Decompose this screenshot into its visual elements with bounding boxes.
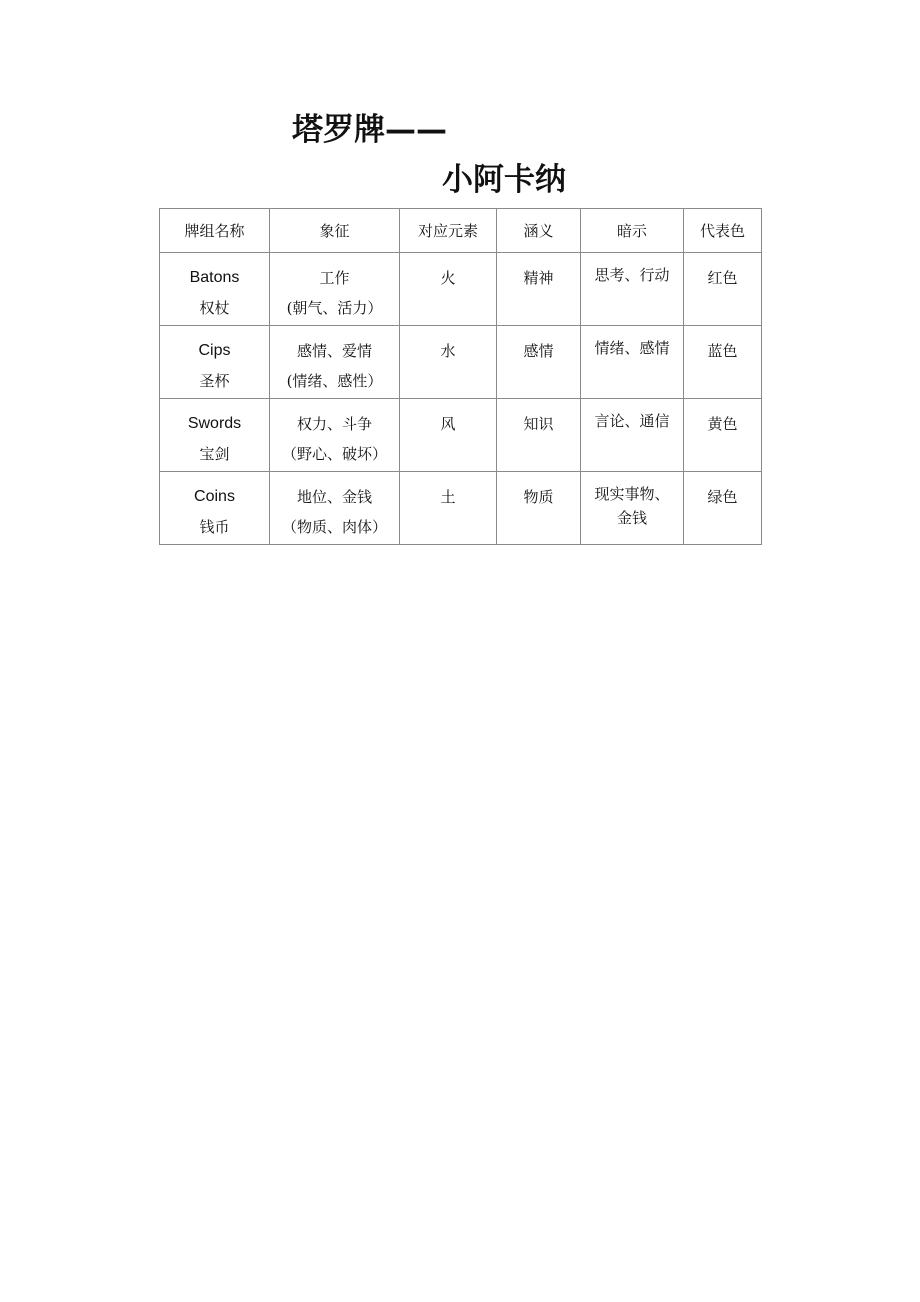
header-suit-name: 牌组名称 bbox=[160, 209, 270, 253]
header-element: 对应元素 bbox=[400, 209, 497, 253]
header-hint: 暗示 bbox=[581, 209, 684, 253]
hint-line-2: 金钱 bbox=[616, 509, 647, 527]
suit-name-en: Swords bbox=[187, 415, 242, 432]
suit-name-en: Coins bbox=[194, 488, 235, 505]
meaning-text: 物质 bbox=[523, 488, 554, 506]
cell-suit-name bbox=[160, 253, 270, 326]
hint-line-1: 情绪、感情 bbox=[594, 339, 670, 357]
suit-name-cn: 权杖 bbox=[199, 299, 230, 317]
cell-color bbox=[684, 399, 762, 472]
symbol-secondary: （物质、肉体） bbox=[281, 518, 387, 536]
cell-hint bbox=[581, 253, 684, 326]
suit-name-cn: 钱币 bbox=[199, 518, 230, 536]
color-text: 绿色 bbox=[707, 488, 738, 506]
cell-element bbox=[400, 472, 497, 545]
cell-hint bbox=[581, 399, 684, 472]
cell-symbol bbox=[270, 253, 400, 326]
table-row bbox=[160, 253, 762, 326]
cell-element bbox=[400, 326, 497, 399]
cell-symbol bbox=[270, 399, 400, 472]
suit-name-en: Batons bbox=[189, 269, 240, 286]
cell-color bbox=[684, 472, 762, 545]
cell-element bbox=[400, 253, 497, 326]
document-title: 塔罗牌—— bbox=[292, 112, 447, 148]
color-text: 蓝色 bbox=[707, 342, 738, 360]
table-header-row bbox=[160, 209, 762, 253]
cell-suit-name bbox=[160, 399, 270, 472]
meaning-text: 感情 bbox=[523, 342, 554, 360]
meaning-text: 知识 bbox=[523, 415, 554, 433]
document-subtitle: 小阿卡纳 bbox=[442, 162, 566, 198]
meaning-text: 精神 bbox=[523, 269, 554, 287]
symbol-primary: 权力、斗争 bbox=[296, 415, 372, 433]
hint-line-1: 现实事物、 bbox=[594, 485, 670, 503]
table-row bbox=[160, 326, 762, 399]
cell-meaning bbox=[497, 326, 581, 399]
cell-meaning bbox=[497, 472, 581, 545]
cell-meaning bbox=[497, 399, 581, 472]
minor-arcana-table bbox=[159, 208, 762, 545]
symbol-secondary: (情绪、感性） bbox=[286, 372, 383, 390]
symbol-primary: 感情、爱情 bbox=[296, 342, 372, 360]
cell-meaning bbox=[497, 253, 581, 326]
table-row bbox=[160, 399, 762, 472]
cell-element bbox=[400, 399, 497, 472]
cell-symbol bbox=[270, 472, 400, 545]
suit-name-cn: 宝剑 bbox=[199, 445, 230, 463]
cell-color bbox=[684, 253, 762, 326]
cell-symbol bbox=[270, 326, 400, 399]
table-row bbox=[160, 472, 762, 545]
hint-line-1: 思考、行动 bbox=[594, 266, 670, 284]
element-text: 火 bbox=[440, 269, 456, 287]
cell-hint bbox=[581, 472, 684, 545]
symbol-primary: 地位、金钱 bbox=[296, 488, 372, 506]
header-meaning: 涵义 bbox=[497, 209, 581, 253]
cell-suit-name bbox=[160, 472, 270, 545]
element-text: 土 bbox=[440, 488, 456, 506]
symbol-secondary: (朝气、活力） bbox=[286, 299, 383, 317]
header-symbol: 象征 bbox=[270, 209, 400, 253]
cell-color bbox=[684, 326, 762, 399]
cell-hint bbox=[581, 326, 684, 399]
symbol-secondary: （野心、破坏） bbox=[281, 445, 387, 463]
element-text: 水 bbox=[440, 342, 456, 360]
suit-name-en: Cips bbox=[198, 342, 231, 359]
color-text: 黄色 bbox=[707, 415, 738, 433]
symbol-primary: 工作 bbox=[319, 269, 350, 287]
hint-line-1: 言论、通信 bbox=[594, 412, 670, 430]
header-color: 代表色 bbox=[684, 209, 762, 253]
element-text: 风 bbox=[440, 415, 456, 433]
cell-suit-name bbox=[160, 326, 270, 399]
color-text: 红色 bbox=[707, 269, 738, 287]
suit-name-cn: 圣杯 bbox=[199, 372, 230, 390]
